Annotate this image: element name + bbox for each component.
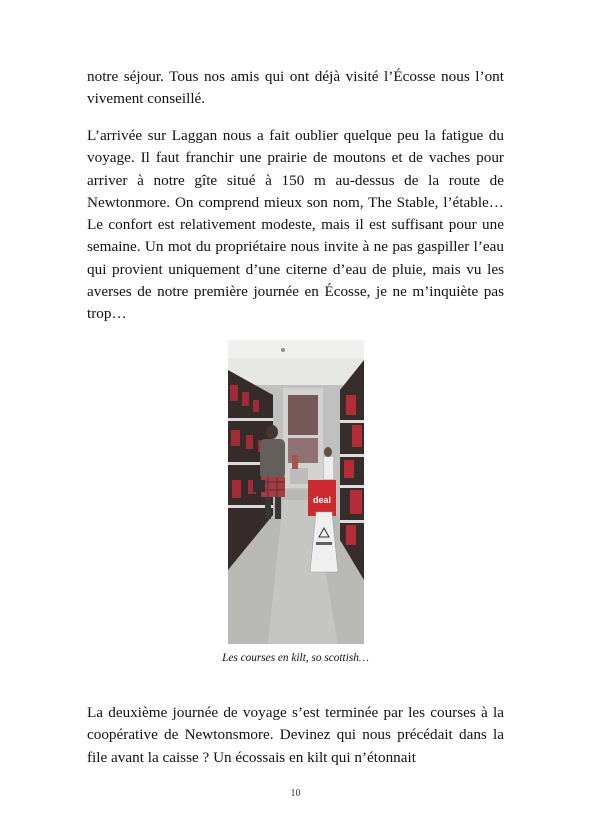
paragraph-arrival-laggan: L’arrivée sur Laggan nous a fait oublier quelque peu la fatigue du voyage. Il faut franchir une prairie de moutons et de vaches pour arriver à notre gîte situé à 150 m au-dessus de la route de Newtonmore. On comprend mieux son nom, The Stable, l’étable… Le confort est relativement modeste, mais il est suffisant pour une semaine. Un mot du propriétaire nous invite à ne pas gaspiller l’eau qui provient uniquement d’une citerne d’eau de pluie, mais vu les averses de notre première journée en Écosse, je ne m’inquiète pas trop… <box>87 127 504 323</box>
figure-caption: Les courses en kilt, so scottish… <box>222 652 369 664</box>
paragraph-shopping: La deuxième journée de voyage s’est terminée par les courses à la coopérative de Newtonsmore. Devinez qui nous précédait dans la file avant la caisse ? Un écossais en kilt qui n’étonnait <box>87 704 504 766</box>
photo-supermarket-kilt <box>228 340 364 644</box>
promo-sign-text: deal <box>312 495 332 505</box>
paragraph-continuation: notre séjour. Tous nos amis qui ont déjà visité l’Écosse nous l’ont vivement conseillé. <box>87 68 504 108</box>
page-number: 10 <box>290 788 301 799</box>
